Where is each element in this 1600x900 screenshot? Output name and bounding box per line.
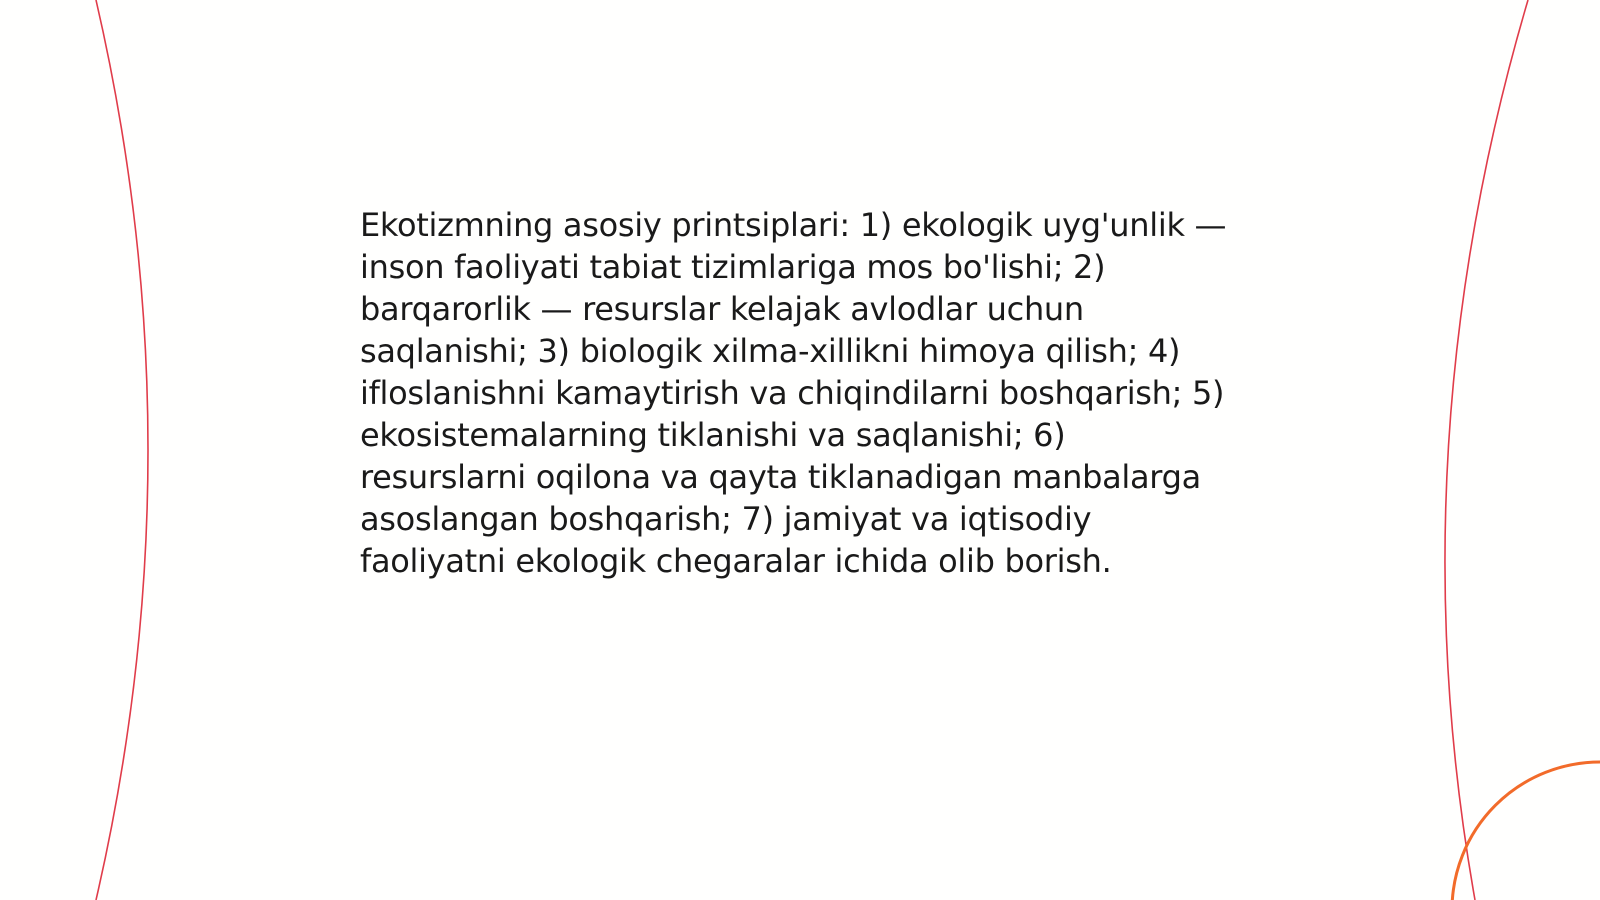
orange-accent-circle — [1452, 762, 1600, 900]
right-curve-line — [1445, 0, 1528, 900]
left-curve-line — [96, 0, 148, 900]
slide-body-text: Ekotizmning asosiy printsiplari: 1) ekologik uyg'unlik — inson faoliyati tabiat tizimlariga mos bo'lishi; 2) barqarorlik — resurslar kelajak avlodlar uchun saqlanishi; 3) biologik xilma-xillikni himoya qilish; 4) ifloslanishni kamaytirish va chiqindilarni boshqarish; 5) ekosistemalarning tiklanishi va saqlanishi; 6) resurslarni oqilona va qayta tiklanadigan manbalarga asoslangan boshqarish; 7) jamiyat va iqtisodiy faoliyatni ekologik chegaralar ichida olib borish. — [360, 206, 1227, 580]
